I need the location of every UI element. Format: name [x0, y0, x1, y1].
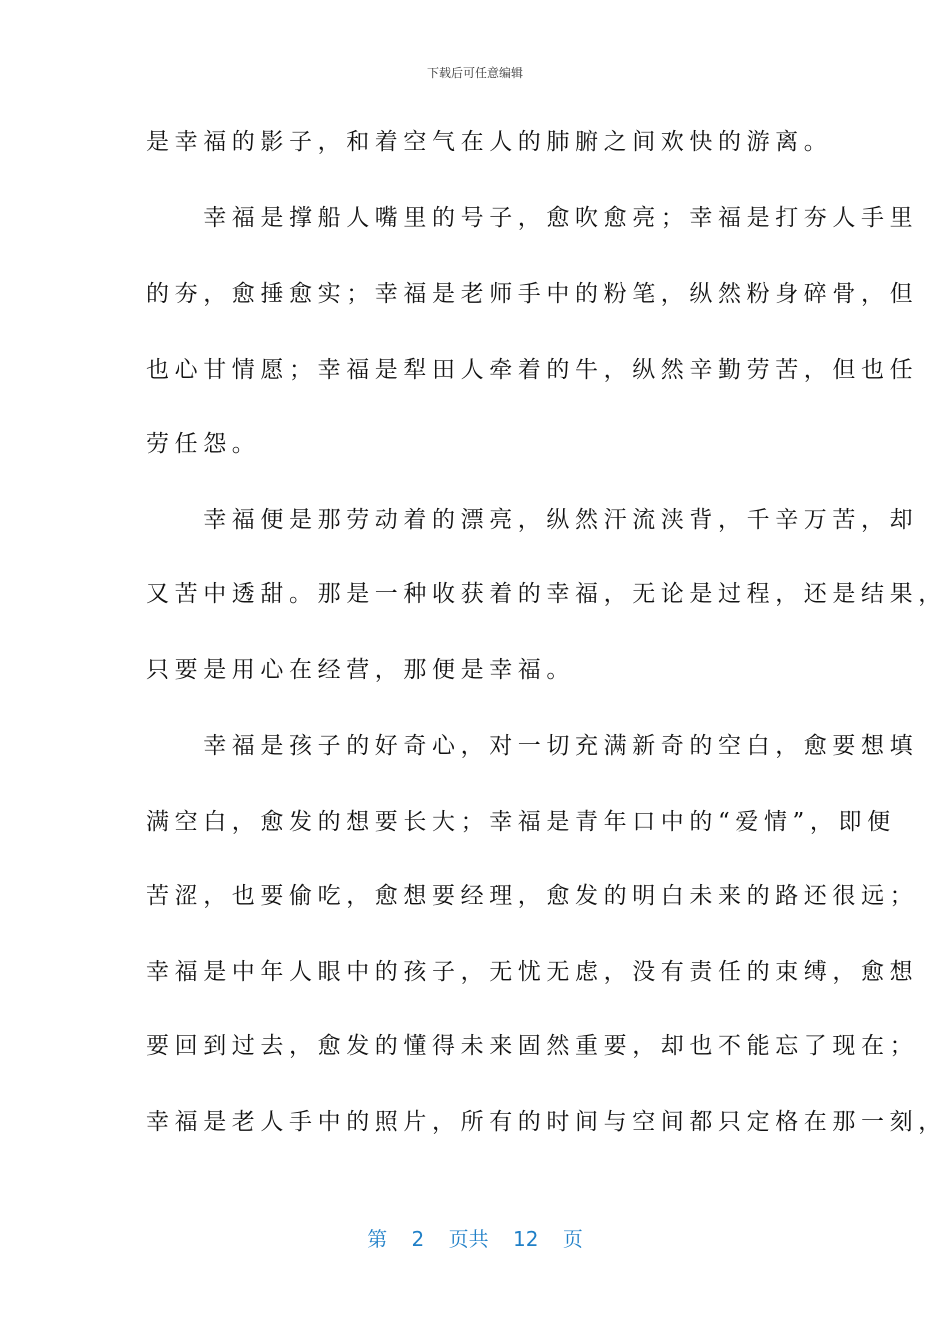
text-line: 幸福是撑船人嘴里的号子，愈吹愈亮；幸福是打夯人手里 — [146, 205, 919, 231]
text-line: 是幸福的影子，和着空气在人的肺腑之间欢快的游离。 — [146, 129, 833, 155]
current-page-number: 2 — [411, 1227, 425, 1251]
text-line: 满空白，愈发的想要长大；幸福是青年口中的“爱情”，即便 — [146, 809, 896, 835]
page-label-middle: 页共 — [448, 1227, 489, 1251]
text-line: 要回到过去，愈发的懂得未来固然重要，却也不能忘了现在； — [146, 1033, 919, 1059]
text-line: 劳任怨。 — [146, 431, 261, 457]
page-label-prefix: 第 — [367, 1227, 388, 1251]
text-line: 幸福是孩子的好奇心，对一切充满新奇的空白，愈要想填 — [146, 733, 919, 759]
text-line: 也心甘情愿；幸福是犁田人牵着的牛，纵然辛勤劳苦，但也任 — [146, 357, 919, 383]
page-header: 下载后可任意编辑 — [426, 66, 523, 80]
text-line: 只要是用心在经营，那便是幸福。 — [146, 657, 575, 683]
text-line: 苦涩，也要偷吃，愈想要经理，愈发的明白未来的路还很远； — [146, 883, 919, 909]
text-line: 幸福便是那劳动着的漂亮，纵然汗流浃背，千辛万苦，却 — [146, 507, 919, 533]
text-line: 又苦中透甜。那是一种收获着的幸福，无论是过程，还是结果， — [146, 581, 947, 607]
text-line: 幸福是老人手中的照片，所有的时间与空间都只定格在那一刻， — [146, 1109, 947, 1135]
page-footer — [0, 1223, 950, 1252]
page-label-suffix: 页 — [562, 1227, 583, 1251]
total-pages-number: 12 — [513, 1227, 539, 1251]
text-line: 幸福是中年人眼中的孩子，无忧无虑，没有责任的束缚，愈想 — [146, 959, 919, 985]
text-line: 的夯，愈捶愈实；幸福是老师手中的粉笔，纵然粉身碎骨，但 — [146, 281, 919, 307]
